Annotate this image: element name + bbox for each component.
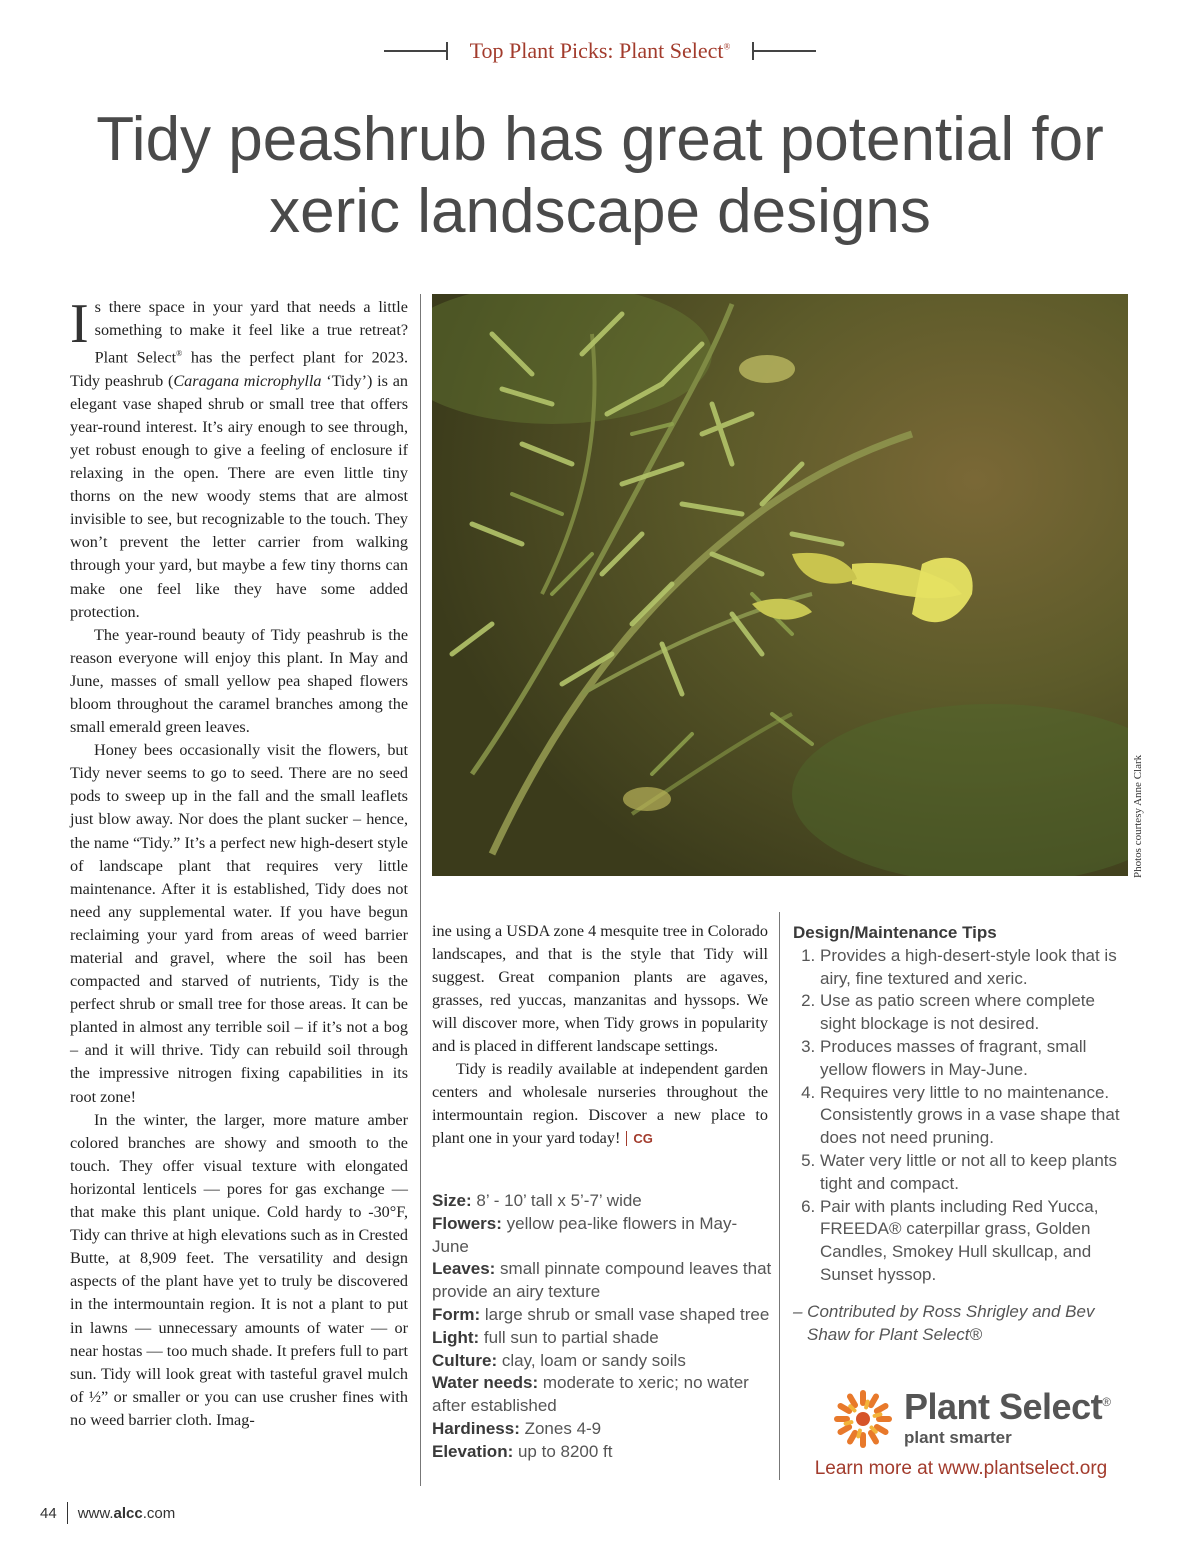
tip-item: 5. Water very little or not all to keep plants tight and compact.: [820, 1150, 1133, 1196]
headline-line-1: Tidy peashrub has great potential for: [96, 105, 1104, 174]
article-column-2: [432, 920, 768, 1150]
plant-select-logo: [832, 1384, 1132, 1454]
tip-item: 3. Produces masses of fragrant, small yellow flowers in May-June.: [820, 1036, 1133, 1082]
spec-culture: Culture: clay, loam or sandy soils: [432, 1350, 686, 1370]
spec-water-needs: Water needs: moderate to xeric; no water after established: [432, 1373, 749, 1416]
logo-name: Plant Select®: [904, 1386, 1111, 1427]
paragraph-6: Tidy is readily available at independent garden centers and wholesale nurseries throughout the intermountain region. Discover a new place to plant one in your yard today! CG: [432, 1060, 768, 1147]
column-divider-1: [420, 294, 421, 1486]
peashrub-illustration: [432, 294, 1128, 876]
plant-specs: [432, 1190, 772, 1464]
spec-elevation: Elevation: up to 8200 ft: [432, 1441, 613, 1461]
tip-item: 6. Pair with plants including Red Yucca, FREEDA® caterpillar grass, Golden Candles, Smokey Hull skullcap, and Sunset hyssop.: [820, 1196, 1133, 1287]
column-divider-2: [779, 912, 780, 1480]
footer-separator: [67, 1502, 68, 1524]
learn-more-link[interactable]: Learn more at www.plantselect.org: [814, 1458, 1108, 1479]
botanical-name: Caragana microphylla: [173, 371, 322, 390]
spec-hardiness: Hardiness: Zones 4-9: [432, 1418, 602, 1438]
photo-credit: Photos courtesy Anne Clark: [1132, 754, 1144, 878]
contributor-credit: – Contributed by Ross Shrigley and Bev Shaw for Plant Select®: [793, 1301, 1095, 1344]
tips-title: Design/Maintenance Tips: [793, 923, 997, 942]
spec-light: Light: full sun to partial shade: [432, 1327, 659, 1347]
tip-item: 4. Requires very little to no maintenance. Consistently grows in a vase shape that does not need pruning.: [820, 1082, 1133, 1150]
paragraph-2: The year-round beauty of Tidy peashrub is the reason everyone will enjoy this plant. In May and June, masses of small yellow pea shaped flowers bloom throughout the caramel branches among the small emerald green leaves.: [70, 625, 408, 737]
tip-item: 2. Use as patio screen where complete sight blockage is not desired.: [820, 990, 1133, 1036]
headline-line-2: xeric landscape designs: [269, 177, 931, 246]
article-column-1: [70, 293, 408, 1432]
kicker-rule-right: [752, 50, 816, 52]
paragraph-5: ine using a USDA zone 4 mesquite tree in Colorado landscapes, and that is the style that Tidy will suggest. Great companion plants are agaves, grasses, red yuccas, manzanitas and hyssops. We will discover more, when Tidy grows in popularity and is placed in different landscape settings.: [432, 922, 768, 1055]
page-footer: [40, 1502, 175, 1524]
paragraph-1: Is there space in your yard that needs a little something to make it feel like a true retreat? Plant Select® has the perfect plant for 2023. Tidy peashrub (Caragana microphylla ‘Tidy’) is an elegant vase shaped shrub or small tree that offers year-round interest. It’s airy enough to see through, yet robust enough to give a feeling of enclosure if relaxing in the open. There are even little tiny thorns on the new woody stems that are almost invisible to see, but recognizable to the touch. They won’t prevent the letter carrier from walking through your yard, but maybe a few tiny thorns can make one feel like they have some added protection.: [70, 293, 408, 621]
logo-tagline: plant smarter: [904, 1428, 1012, 1447]
paragraph-3: Honey bees occasionally visit the flowers, but Tidy never seems to go to seed. There are no seed pods to sweep up in the fall and the small leaflets just blow away. Nor does the plant sucker – hence, the name “Tidy.” It’s a perfect new high-desert style of landscape plant that requires very little maintenance. After it is established, Tidy does not need any supplemental water. If you have begun reclaiming your yard from areas of weed barrier material and gravel, where the soil has been compacted and starved of nutrients, Tidy is the perfect shrub or small tree for those areas. It can be planted in almost any terrible soil – if it’s not a bog – and it will thrive. Tidy can rebuild soil through the impressive nitrogen fixing capabilities in its root zone!: [70, 741, 408, 1106]
author-signoff: CG: [626, 1131, 653, 1146]
article-headline: [40, 104, 1160, 248]
section-kicker: [0, 38, 1200, 64]
spec-form: Form: large shrub or small vase shaped tree: [432, 1304, 770, 1324]
spec-size: Size: 8’ - 10’ tall x 5’-7’ wide: [432, 1191, 642, 1210]
kicker-rule-left: [384, 50, 448, 52]
drop-cap: I: [70, 293, 89, 355]
paragraph-4: In the winter, the larger, more mature amber colored branches are showy and smooth to the touch. They offer visual texture with elongated horizontal lenticels — pores for gas exchange — that make this plant unique. Cold hardy to -30°F, Tidy can thrive at high elevations such as in Crested Butte, at 8,909 feet. The versatility and design aspects of the plant have yet to truly be discovered in the intermountain region. It is not a plant to put in lawns — unnecessary amounts of water — or near hostas — too much shade. It prefers full to part sun. Tidy will look great with tasteful gravel mulch of ½” or smaller or you can use crusher fines with no weed barrier cloth. Imag-: [70, 1110, 408, 1429]
spec-leaves: Leaves: small pinnate compound leaves that provide an airy texture: [432, 1259, 772, 1302]
spec-flowers: Flowers: yellow pea-like flowers in May-June: [432, 1213, 738, 1256]
plant-photo: [432, 294, 1128, 876]
sunflower-icon: [832, 1388, 894, 1450]
kicker-text: Top Plant Picks: Plant Select®: [469, 38, 731, 63]
maintenance-tips: [793, 922, 1133, 1346]
page-number: 44: [40, 1504, 57, 1522]
tip-item: 1. Provides a high-desert-style look that is airy, fine textured and xeric.: [820, 945, 1133, 991]
tips-list: [793, 945, 1133, 1287]
footer-url[interactable]: www.alcc.com: [77, 1504, 176, 1522]
